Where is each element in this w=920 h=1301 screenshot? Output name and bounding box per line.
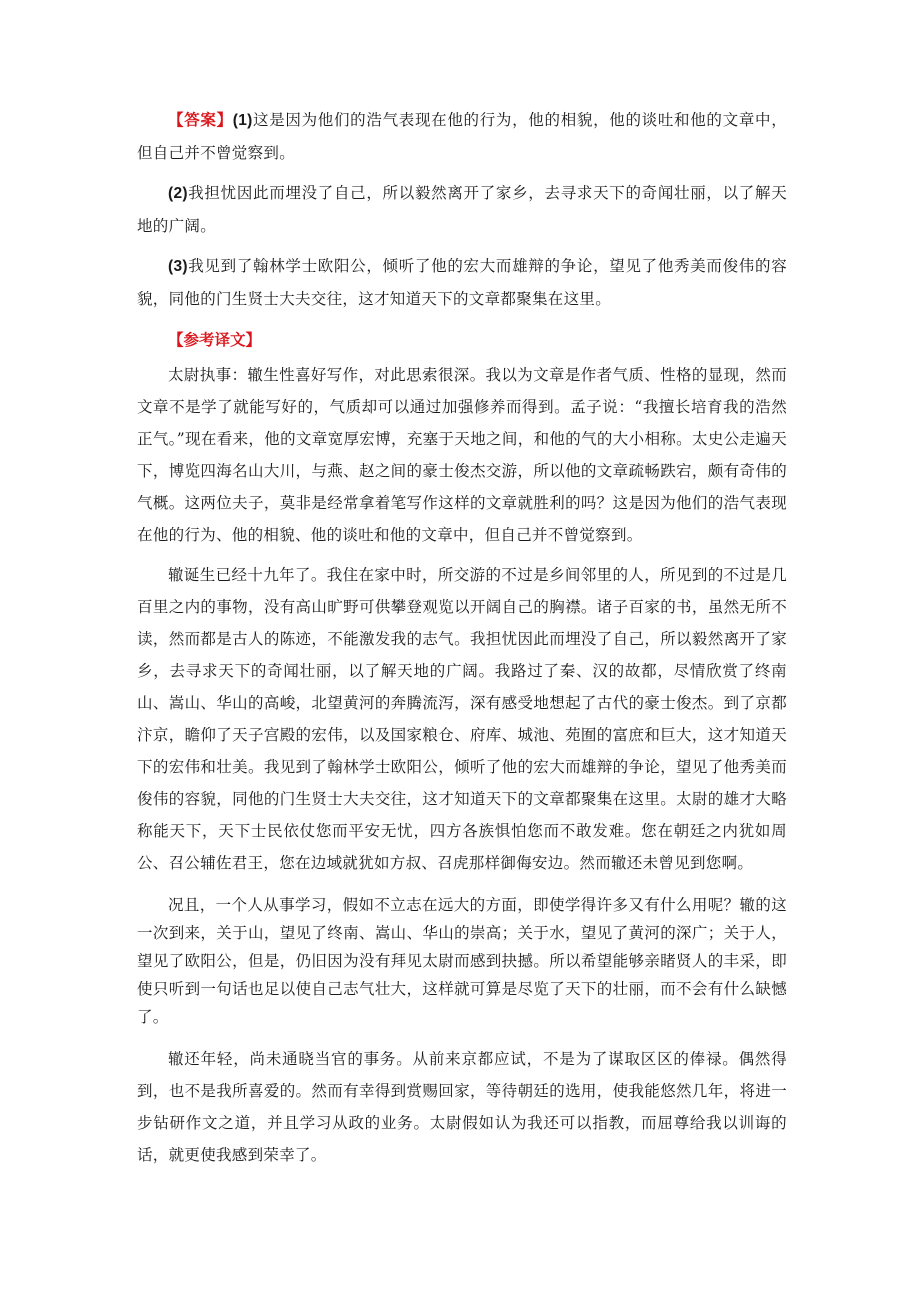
answer-item-1-text: 这是因为他们的浩气表现在他的行为，他的相貌，他的谈吐和他的文章中，但自己并不曾觉察到。 xyxy=(137,111,788,162)
answer-item-3-text: 我见到了翰林学士欧阳公，倾听了他的宏大而雄辩的争论，望见了他秀美而俊伟的容貌，同他的门生贤士大夫交往，这才知道天下的文章都聚集在这里。 xyxy=(137,257,787,308)
answer-item-1 xyxy=(137,104,787,169)
translation-heading: 【参考译文】 xyxy=(168,330,262,349)
answer-item-2-text: 我担忧因此而埋没了自己，所以毅然离开了家乡，去寻求天下的奇闻壮丽，以了解天地的广阔。 xyxy=(137,184,787,235)
translation-paragraph-4: 辙还年轻，尚未通晓当官的事务。从前来京都应试，不是为了谋取区区的俸禄。偶然得到，也不是我所喜爱的。然而有幸得到赏赐回家，等待朝廷的选用，使我能悠然几年，将进一步钻研作文之道，并且学习从政的业务。太尉假如认为我还可以指教，而屈尊给我以训诲的话，就更使我感到荣幸了。 xyxy=(137,1050,787,1164)
document-page xyxy=(137,104,787,1171)
answer-item-3 xyxy=(137,250,787,315)
answer-item-1-number: (1) xyxy=(232,112,253,129)
answer-item-3-number: (3) xyxy=(168,258,188,275)
answer-tag: 【答案】 xyxy=(168,110,233,129)
translation-paragraph-2: 辙诞生已经十九年了。我住在家中时，所交游的不过是乡间邻里的人，所见到的不过是几百里之内的事物，没有高山旷野可供攀登观览以开阔自己的胸襟。诸子百家的书，虽然无所不读，然而都是古人的陈迹，不能激发我的志气。我担忧因此而埋没了自己，所以毅然离开了家乡，去寻求天下的奇闻壮丽，以了解天地的广阔。我路过了秦、汉的故都，尽情欣赏了终南山、嵩山、华山的高峻，北望黄河的奔腾流泻，深有感受地想起了古代的豪士俊杰。到了京都汴京，瞻仰了天子宫殿的宏伟，以及国家粮仓、府库、城池、苑囿的富庶和巨大，这才知道天下的宏伟和壮美。我见到了翰林学士欧阳公，倾听了他的宏大而雄辩的争论，望见了他秀美而俊伟的容貌，同他的门生贤士大夫交往，这才知道天下的文章都聚集在这里。太尉的雄才大略称能天下，天下士民依仗您而平安无忧，四方各族惧怕您而不敢发难。您在朝廷之内犹如周公、召公辅佐君王，您在边域就犹如方叔、召虎那样御侮安边。然而辙还未曾见到您啊。 xyxy=(137,566,787,872)
translation-paragraph-1: 太尉执事：辙生性喜好写作，对此思索很深。我以为文章是作者气质、性格的显现，然而文章不是学了就能写好的，气质却可以通过加强修养而得到。孟子说：“我擅长培育我的浩然正气。”现在看来，他的文章宽厚宏博，充塞于天地之间，和他的气的大小相称。太史公走遍天下，博览四海名山大川，与燕、赵之间的豪士俊杰交游，所以他的文章疏畅跌宕，颇有奇伟的气概。这两位夫子，莫非是经常拿着笔写作这样的文章就胜利的吗？这是因为他们的浩气表现在他的行为、他的相貌、他的谈吐和他的文章中，但自己并不曾觉察到。 xyxy=(137,366,787,544)
answer-item-2 xyxy=(137,177,787,242)
translation-paragraph-3: 况且，一个人从事学习，假如不立志在远大的方面，即使学得许多又有什么用呢？辙的这一次到来，关于山，望见了终南、嵩山、华山的崇高；关于水，望见了黄河的深广；关于人，望见了欧阳公，但是，仍旧因为没有拜见太尉而感到抉撼。所以希望能够亲睹贤人的丰采，即使只听到一句话也足以使自己志气壮大，这样就可算是尽览了天下的壮丽，而不会有什么缺憾了。 xyxy=(137,896,787,1026)
answer-item-2-number: (2) xyxy=(168,185,188,202)
